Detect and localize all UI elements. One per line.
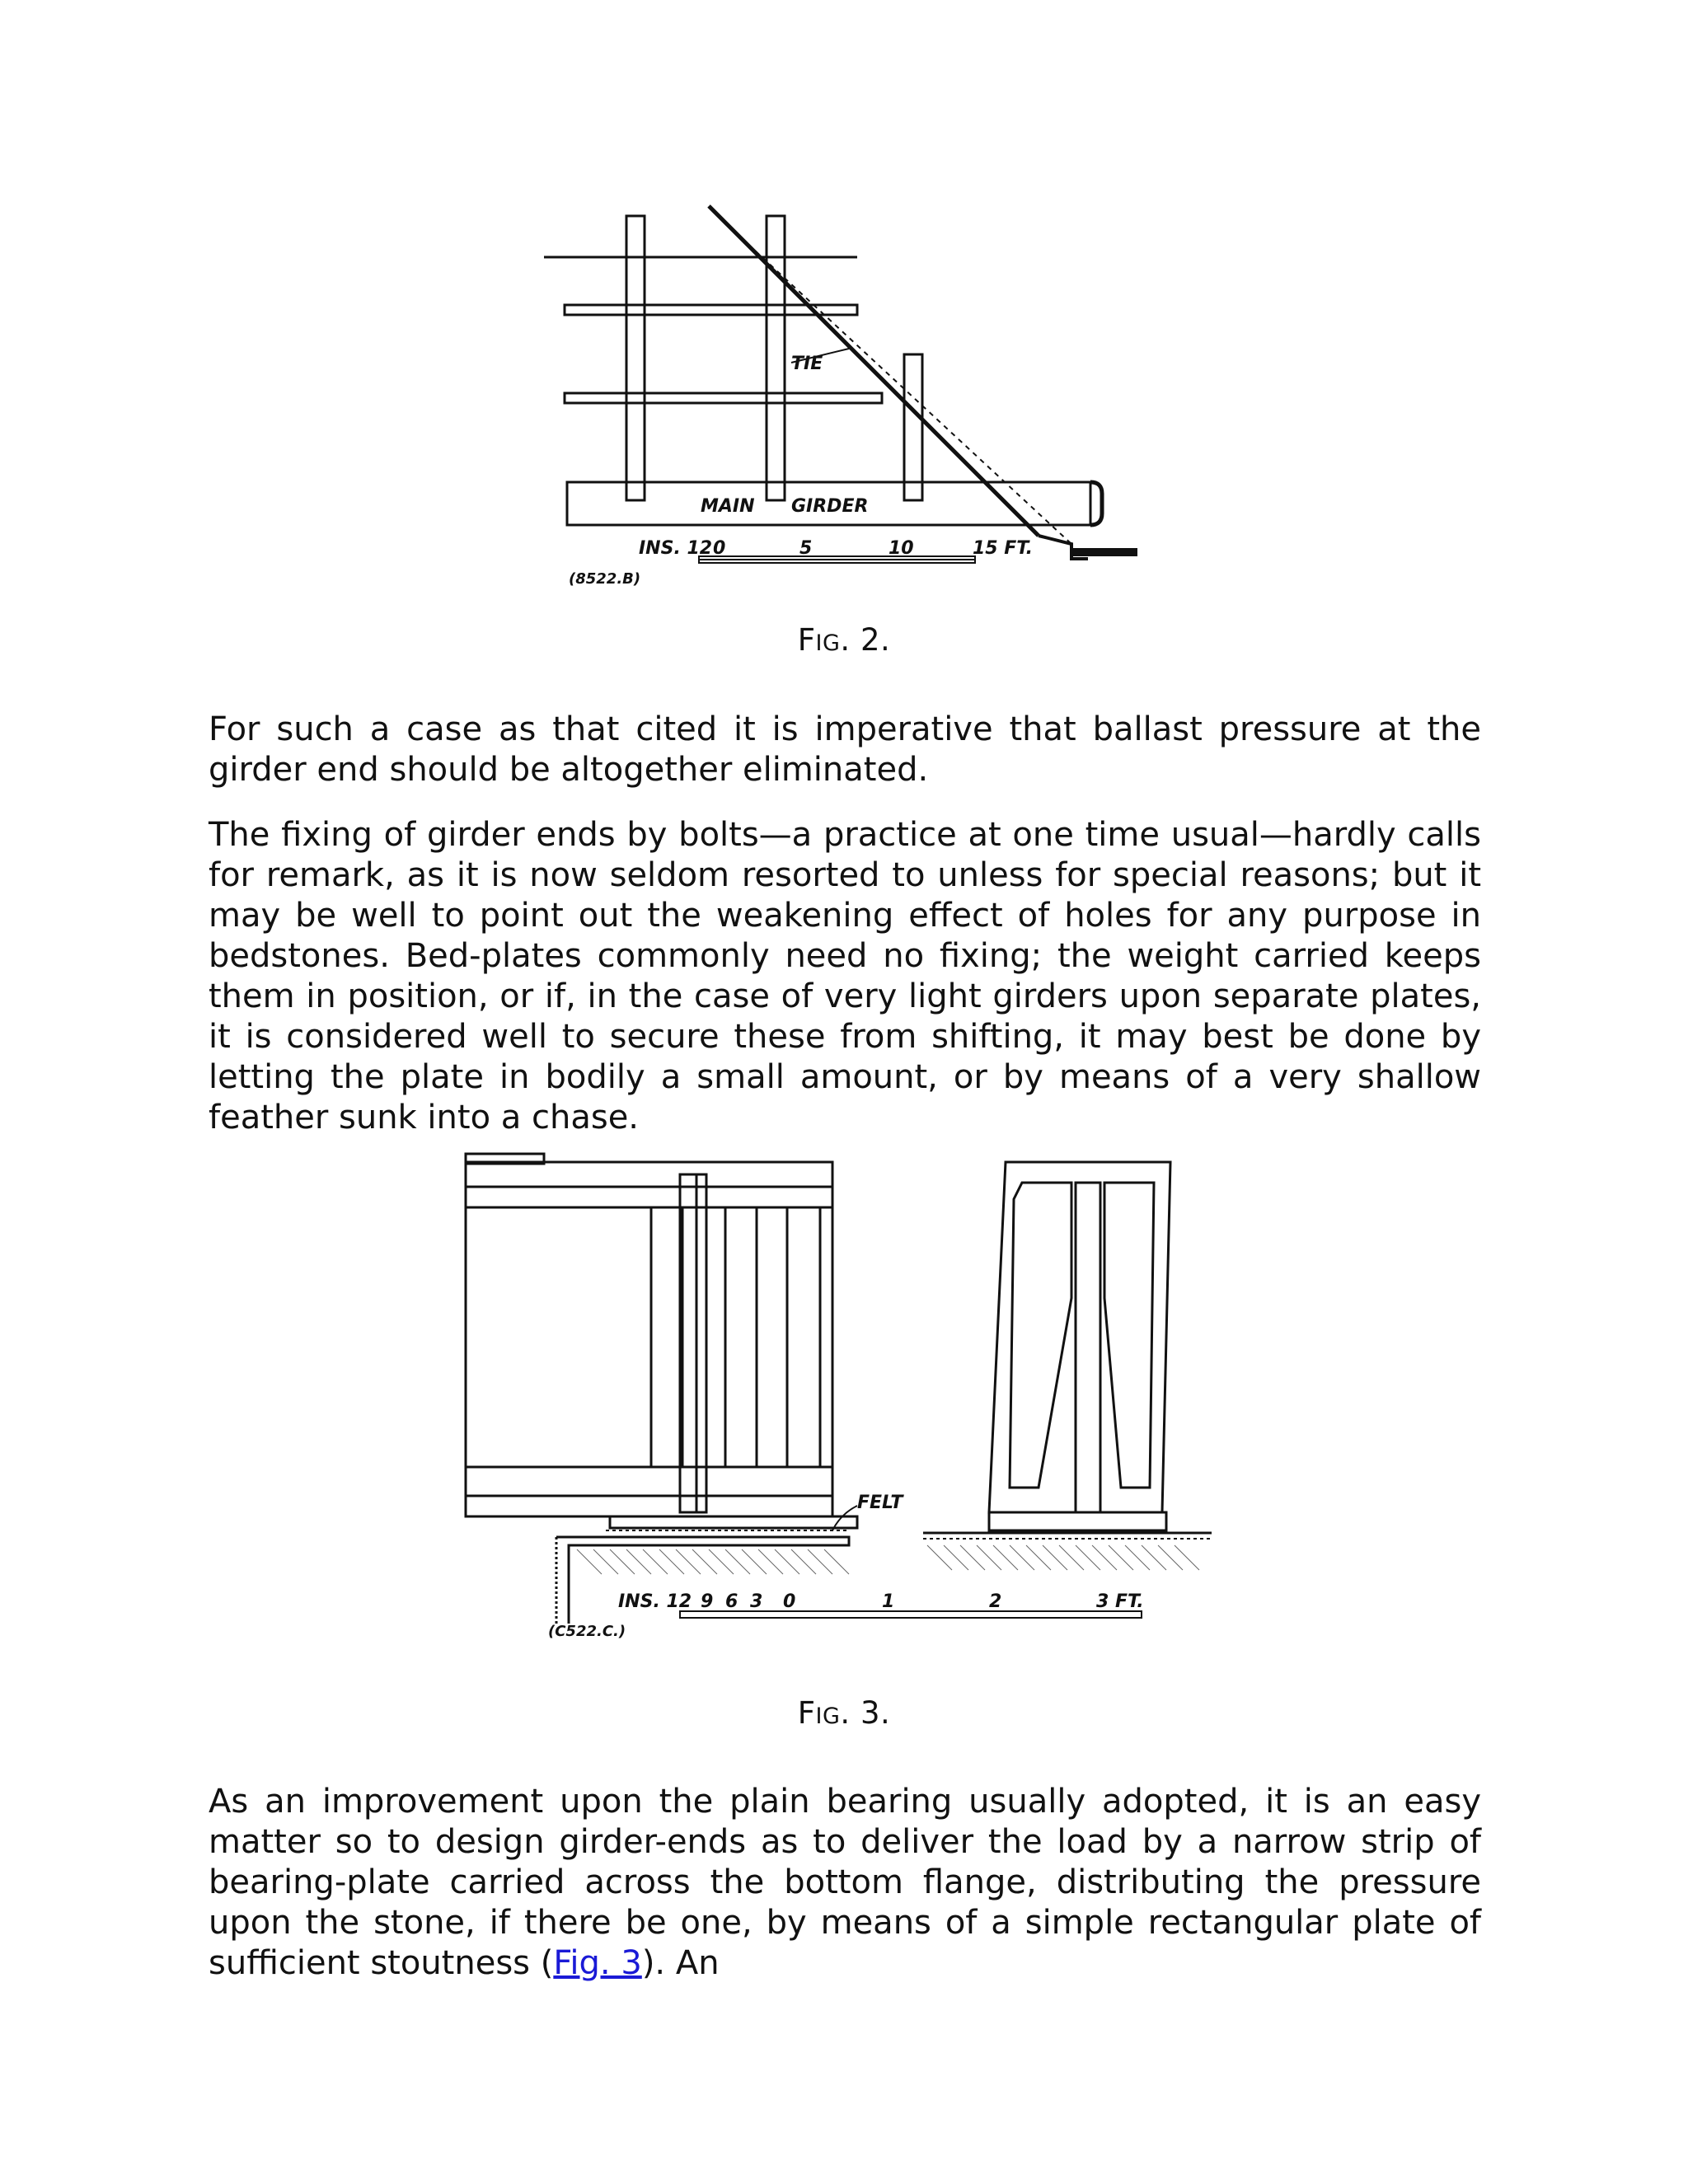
tie-label: TIE xyxy=(791,354,823,374)
figure-3-drawing xyxy=(462,1150,1228,1661)
stiffener-1 xyxy=(651,1207,682,1467)
bearing-plate-left xyxy=(610,1516,857,1528)
post-left xyxy=(626,216,645,500)
scale-9-label: 9 xyxy=(701,1591,714,1612)
stiffener-5 xyxy=(787,1207,820,1467)
girder-elevation xyxy=(466,1162,832,1516)
paragraph-3-end: ). An xyxy=(641,1944,720,1982)
figure-2-caption xyxy=(0,622,1688,658)
caption-3-number: . 3. xyxy=(840,1695,891,1731)
figure-ref-label: (8522.B) xyxy=(569,570,641,588)
post-right xyxy=(904,354,922,500)
scale-3-label: 3 xyxy=(750,1591,763,1612)
scale-10-label: 10 xyxy=(889,538,914,559)
girder-label: GIRDER xyxy=(791,496,869,517)
stiffener-3 xyxy=(696,1174,706,1512)
figure-3-ref-label: (C522.C.) xyxy=(548,1623,626,1640)
scale-5-label: 5 xyxy=(799,538,813,559)
caption-initial: F xyxy=(797,622,816,658)
girder-section xyxy=(989,1162,1170,1512)
scale-2-label: 2 xyxy=(989,1591,1002,1612)
main-label: MAIN xyxy=(701,496,755,517)
scale-0-label: 0 xyxy=(713,538,726,559)
post-middle xyxy=(767,216,785,500)
scale-prefix-label: INS. 12 xyxy=(639,538,713,559)
scale-0-3-label: 0 xyxy=(783,1591,796,1612)
tie-rod xyxy=(709,206,1039,536)
stiffener-4 xyxy=(725,1207,757,1467)
paragraph-3 xyxy=(209,1782,1481,1984)
paragraph-3-text: As an improvement upon the plain bearing usually adopted, it is an easy matter so to design girder-ends as to deliver the load by a narrow strip of bearing-plate carried across the bottom flange, distributing the pressure upon the stone, if there be one, by means of a simple rectangular plate of sufficient stoutness ( xyxy=(209,1783,1481,1982)
scale-1-label: 1 xyxy=(882,1591,895,1612)
caption-3-initial: F xyxy=(797,1695,816,1731)
scale-15-label: 15 FT. xyxy=(973,538,1033,559)
scale-6-label: 6 xyxy=(725,1591,738,1612)
figure-2-drawing xyxy=(544,198,1137,593)
felt-label: FELT xyxy=(857,1493,903,1513)
scale-prefix-3-label: INS. 12 xyxy=(618,1591,692,1612)
scale-bar-3 xyxy=(680,1611,1142,1618)
girder-end-hook xyxy=(1090,482,1102,525)
paragraph-2: The fixing of girder ends by bolts—a practice at one time usual—hardly calls for remark, as it is now seldom resorted to unless for special reasons; but it may be well to point out the weakening effect of holes for any purpose in bedstones. Bed-plates commonly need no fixing; the weight carried keeps them in position, or if, in the case of very light girders upon separate plates, it is considered well to secure these from shifting, it may best be done by letting the plate in bodily a small amount, or by means of a very shallow feather sunk into a chase. xyxy=(209,816,1481,1137)
caption-smallcaps: IG xyxy=(815,630,841,656)
lower-cross-member xyxy=(565,393,882,403)
web-section xyxy=(1076,1183,1100,1512)
bearing-plate-right xyxy=(989,1512,1166,1530)
fig-3-link[interactable]: Fig. 3 xyxy=(553,1944,642,1982)
caption-3-smallcaps: IG xyxy=(815,1704,841,1729)
caption-number: . 2. xyxy=(840,622,891,658)
figure-3-caption xyxy=(0,1695,1688,1731)
scale-3ft-label: 3 FT. xyxy=(1096,1591,1144,1612)
paragraph-1: For such a case as that cited it is imperative that ballast pressure at the girder end should be altogether eliminated. xyxy=(209,710,1481,789)
